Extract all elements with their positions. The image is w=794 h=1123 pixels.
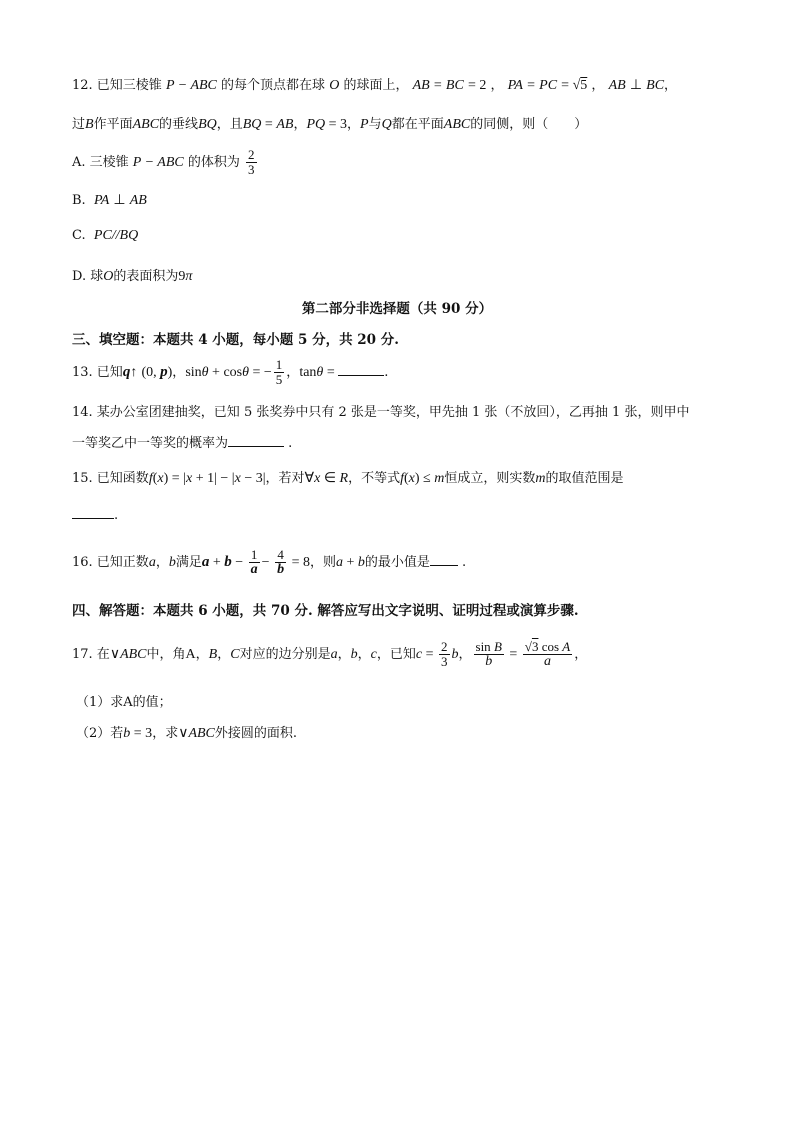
text: 满足 — [175, 555, 202, 570]
q14-line2 — [72, 432, 292, 451]
text: . — [114, 508, 119, 523]
text: 的球面上， — [343, 78, 409, 93]
text: ， — [155, 555, 169, 570]
text: 13. 已知 — [72, 365, 123, 380]
q17-part2: （2）若b = 3，求∨ABC外接圆的面积. — [76, 726, 298, 741]
fraction: $\frac{\text{sin B}}{b}$ — [475, 639, 502, 669]
text: 的垂线 — [159, 117, 199, 132]
text: ， — [347, 117, 361, 132]
q15: 15. 已知函数f(x) = |x + 1| − |x − 3|，若对∀x ∈ R，不等式f(x) ≤ m恒成立，则实数m的取值范围是 — [72, 471, 624, 486]
text: 的同侧，则（ ） — [470, 117, 588, 132]
q12-option-b: B. PA ⊥ AB — [72, 193, 147, 208]
answer-blank — [72, 517, 114, 519]
text: ，若对 — [265, 471, 305, 486]
text: 12. 已知三棱锥 — [72, 78, 162, 93]
text: 中，角 — [146, 647, 186, 662]
q14-line1: 14. 某办公室团建抽奖，已知 5 张奖券中只有 2 张是一等奖，甲先抽 1 张（不放回），乙再抽 1 张，则甲中 — [72, 405, 690, 420]
text: （2）若 — [76, 726, 124, 741]
fill-heading: 三、填空题：本题共 4 小题，每小题 5 分，共 20 分. — [72, 332, 399, 348]
text: ， — [286, 365, 300, 380]
text: 一等奖乙中一等奖的概率为 — [72, 436, 229, 451]
text: 都在平面 — [391, 117, 444, 132]
text: 的每个顶点都在球 — [221, 78, 326, 93]
solve-heading: 四、解答题：本题共 6 小题，共 70 分. 解答应写出文字说明、证明过程或演算步骤. — [72, 603, 579, 619]
section-title: 第二部分非选择题（共 90 分） — [301, 301, 493, 317]
fraction: $\frac{1}{a}$ — [250, 547, 258, 577]
text: ，则 — [309, 555, 336, 570]
text: ， — [217, 647, 231, 662]
text: 与 — [368, 117, 382, 132]
fraction: $\frac{2}{3}$ — [441, 639, 448, 669]
text: C. — [72, 228, 86, 243]
q16: 16. 已知正数a，b满足a + b − $\frac{1}{a}$ − $\frac{4}{b}$ = 8，则a + b的最小值是 . — [72, 547, 467, 577]
q15-answer — [72, 508, 118, 523]
text: ， — [195, 647, 209, 662]
fraction: $\frac{1}{5}$ — [275, 357, 283, 387]
q13: 13. 已知q↑ (0, p)，sinθ + cosθ = − $\frac{1}{5}$ ，tanθ = . — [72, 357, 389, 387]
q12-option-d: D. 球O的表面积为9π — [72, 269, 193, 284]
text: ， — [591, 78, 605, 93]
text: 对应的边分别是 — [239, 647, 331, 662]
q12-line1: 12. 已知三棱锥 P − ABC 的每个顶点都在球 O 的球面上， AB = BC = 2 ， PA = PC = √5 ， AB ⊥ BC， — [72, 78, 678, 93]
text: ， — [490, 78, 504, 93]
text: 的体积为 — [187, 155, 240, 170]
q12-line2: 过B作平面ABC的垂线BQ，且BQ = AB，PQ = 3，P与Q都在平面ABC的同侧，则（ ） — [72, 117, 588, 132]
q12-option-c: C. PC//BQ — [72, 228, 139, 243]
text: 16. 已知正数 — [72, 555, 149, 570]
text: ， — [458, 647, 472, 662]
fraction: $\frac{\text{√3 cos A}}{a}$ — [524, 639, 571, 669]
text: ，已知 — [376, 647, 416, 662]
text: . — [384, 365, 389, 380]
text: 17. 在 — [72, 647, 110, 662]
text: D. 球 — [72, 269, 104, 284]
answer-blank — [228, 445, 284, 447]
text: 的取值范围是 — [545, 471, 624, 486]
text: 15. 已知函数 — [72, 471, 149, 486]
q17-part1: （1）求A的值； — [76, 695, 172, 710]
text: B. — [72, 193, 86, 208]
text: 恒成立，则实数 — [444, 471, 536, 486]
text: 作平面 — [93, 117, 133, 132]
q17: 17. 在∨ABC中，角A，B，C对应的边分别是a，b，c，已知c = $\frac{2}{3}$ b， $\frac{\text{sin B}}{b}$ = $\frac{\text{√3 cos A}}{a}$ ， — [72, 639, 588, 669]
fraction: $\frac{2}{3}$ — [248, 147, 255, 177]
text: ，不等式 — [348, 471, 401, 486]
text: 的最小值是 — [364, 555, 430, 570]
text: ， — [574, 647, 588, 662]
answer-blank — [430, 564, 458, 566]
q12-option-a: A. 三棱锥 P − ABC 的体积为 $\frac{2}{3}$ — [72, 147, 255, 177]
text: 的表面积为 — [113, 269, 179, 284]
text: 过 — [72, 117, 86, 132]
text: . — [462, 555, 467, 570]
text: ，且 — [216, 117, 243, 132]
text: 外接圆的面积. — [214, 726, 298, 741]
text: ， — [172, 365, 186, 380]
fraction: $\frac{4}{b}$ — [277, 547, 285, 577]
answer-blank — [338, 374, 384, 376]
text: ，求 — [152, 726, 179, 741]
text: ， — [293, 117, 307, 132]
text: . — [288, 436, 293, 451]
text: A. 三棱锥 — [72, 155, 129, 170]
